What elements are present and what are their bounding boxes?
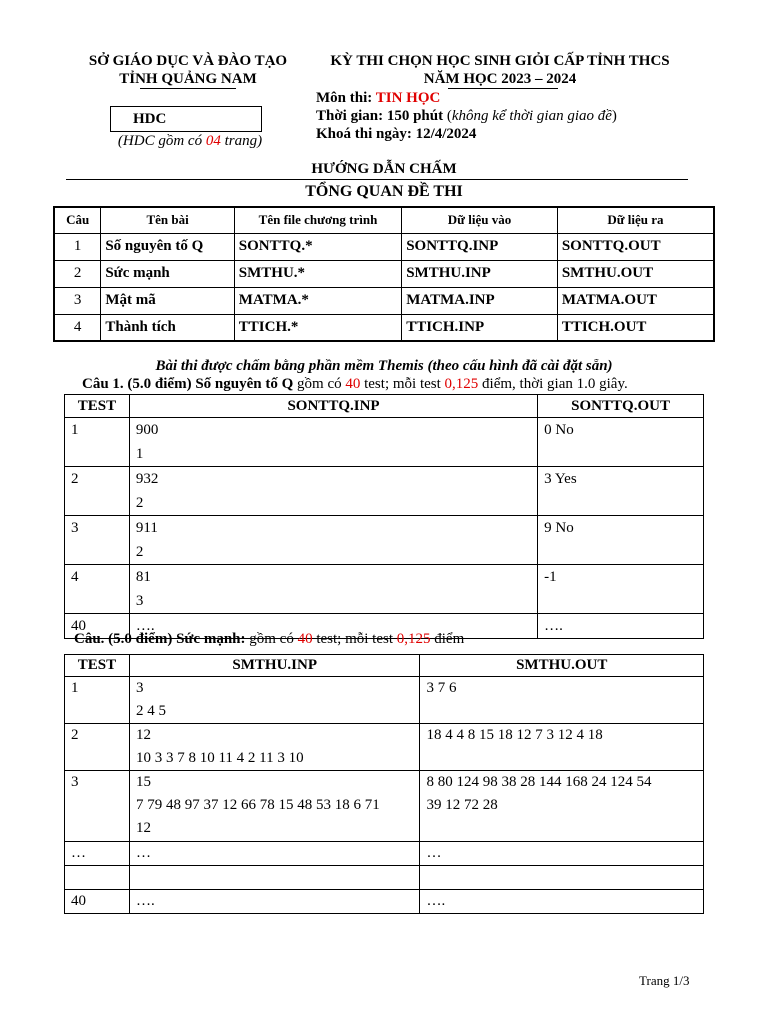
exam-name bbox=[300, 52, 700, 88]
table-row bbox=[65, 890, 704, 914]
output-line: 39 12 72 28 bbox=[426, 797, 498, 813]
exam-line-2: NĂM HỌC 2023 – 2024 bbox=[423, 71, 577, 87]
input-cell: …. bbox=[129, 614, 537, 639]
table-cell: Số nguyên tố Q bbox=[101, 233, 234, 260]
table-row bbox=[65, 467, 704, 516]
output-cell: 3 Yes bbox=[538, 467, 704, 516]
table-cell: SONTTQ.OUT bbox=[557, 233, 714, 260]
table-row bbox=[65, 724, 704, 771]
q2-test-count: 40 bbox=[297, 631, 313, 647]
table-row bbox=[54, 287, 714, 314]
q2-header-cell: SMTHU.OUT bbox=[420, 655, 704, 677]
overview-table bbox=[53, 206, 715, 342]
divider bbox=[66, 179, 688, 180]
table-cell: TTICH.* bbox=[234, 314, 401, 341]
input-line: 7 79 48 97 37 12 66 78 15 48 53 18 6 71 bbox=[135, 797, 380, 813]
output-cell bbox=[420, 866, 704, 890]
test-number: 2 bbox=[65, 467, 130, 516]
q1-points: 0,125 bbox=[444, 376, 479, 392]
input-line: 2 4 5 bbox=[135, 703, 166, 719]
test-number: 4 bbox=[65, 565, 130, 614]
q1-text-b: test; mỗi test bbox=[360, 376, 445, 392]
test-number: 1 bbox=[65, 677, 130, 724]
output-cell bbox=[420, 771, 704, 842]
input-line: 3 bbox=[135, 680, 144, 696]
input-line: 10 3 3 7 8 10 11 4 2 11 3 10 bbox=[135, 750, 304, 766]
input-line: 1 bbox=[135, 446, 144, 462]
input-line: 900 bbox=[135, 422, 159, 438]
department-line-2: TỈNH QUẢNG NAM bbox=[119, 71, 257, 87]
time-note-open: ( bbox=[443, 108, 452, 124]
hdc-note-num: 04 bbox=[205, 133, 221, 149]
q2-header-cell: TEST bbox=[65, 655, 130, 677]
date-line: Khoá thi ngày: 12/4/2024 bbox=[316, 126, 477, 142]
overview-header-cell: Tên file chương trình bbox=[234, 207, 401, 233]
test-number: 40 bbox=[65, 614, 130, 639]
input-cell bbox=[129, 467, 537, 516]
output-cell: 3 7 6 bbox=[420, 677, 704, 724]
input-cell bbox=[129, 516, 537, 565]
subject-label: Môn thi: bbox=[316, 90, 376, 106]
q1-header-cell: TEST bbox=[65, 395, 130, 418]
hdc-note-pre: (HDC gồm có bbox=[117, 133, 206, 149]
exam-line-1: KỲ THI CHỌN HỌC SINH GIỎI CẤP TỈNH THCS bbox=[330, 53, 670, 69]
q1-header-cell: SONTTQ.OUT bbox=[538, 395, 704, 418]
q1-header-row bbox=[65, 395, 704, 418]
output-cell: 0 No bbox=[538, 418, 704, 467]
q2-text-b: test; mỗi test bbox=[312, 631, 397, 647]
input-line: 15 bbox=[135, 774, 151, 790]
input-cell bbox=[129, 418, 537, 467]
question-1-title bbox=[82, 376, 628, 393]
q1-text-c: điểm, thời gian 1.0 giây. bbox=[478, 376, 628, 392]
output-cell: … bbox=[420, 842, 704, 866]
table-cell: Thành tích bbox=[101, 314, 234, 341]
output-cell: 9 No bbox=[538, 516, 704, 565]
table-cell: MATMA.INP bbox=[402, 287, 558, 314]
hdc-box bbox=[110, 106, 262, 132]
page-number: Trang 1/3 bbox=[639, 973, 690, 988]
table-row bbox=[54, 260, 714, 287]
table-cell: 4 bbox=[54, 314, 101, 341]
q2-header-cell: SMTHU.INP bbox=[129, 655, 420, 677]
themis-note: Bài thi được chấm bằng phần mềm Themis (theo cấu hình đã cài đặt sẵn) bbox=[155, 358, 613, 374]
input-cell bbox=[129, 565, 537, 614]
exam-info bbox=[316, 89, 617, 143]
q1-test-count: 40 bbox=[345, 376, 361, 392]
test-number: 3 bbox=[65, 516, 130, 565]
question-2-table bbox=[64, 654, 704, 914]
q2-text-c: điểm bbox=[430, 631, 465, 647]
input-cell bbox=[129, 724, 420, 771]
table-cell: MATMA.OUT bbox=[557, 287, 714, 314]
q1-text-a: gồm có bbox=[293, 376, 346, 392]
input-line: 12 bbox=[135, 820, 151, 836]
question-2-title bbox=[74, 631, 464, 648]
output-line: 8 80 124 98 38 28 144 168 24 124 54 bbox=[426, 774, 652, 790]
input-line: 12 bbox=[135, 727, 151, 743]
table-cell: 2 bbox=[54, 260, 101, 287]
input-cell bbox=[129, 771, 420, 842]
table-row bbox=[54, 314, 714, 341]
table-cell: TTICH.INP bbox=[402, 314, 558, 341]
overview-header-row bbox=[54, 207, 714, 233]
q2-text-a: gồm có bbox=[245, 631, 298, 647]
table-row bbox=[65, 842, 704, 866]
output-cell: …. bbox=[538, 614, 704, 639]
hdc-note bbox=[100, 133, 280, 150]
table-cell: Mật mã bbox=[101, 287, 234, 314]
output-cell: -1 bbox=[538, 565, 704, 614]
q2-points: 0,125 bbox=[396, 631, 431, 647]
time-note: không kể thời gian giao đề bbox=[451, 108, 612, 124]
department-name bbox=[78, 52, 298, 88]
table-cell: SONTTQ.INP bbox=[402, 233, 558, 260]
input-line: 3 bbox=[135, 593, 144, 609]
time-note-close: ) bbox=[611, 108, 617, 124]
table-cell: 3 bbox=[54, 287, 101, 314]
table-row bbox=[54, 233, 714, 260]
hdc-note-post: trang) bbox=[220, 133, 263, 149]
subject-value: TIN HỌC bbox=[375, 90, 441, 106]
overview-header-cell: Câu bbox=[54, 207, 101, 233]
table-cell: TTICH.OUT bbox=[557, 314, 714, 341]
input-line: 932 bbox=[135, 471, 159, 487]
input-cell: …. bbox=[129, 890, 420, 914]
table-row bbox=[65, 565, 704, 614]
table-cell: 1 bbox=[54, 233, 101, 260]
input-line: 81 bbox=[135, 569, 151, 585]
guide-title: HƯỚNG DẪN CHẤM bbox=[311, 161, 457, 177]
input-cell bbox=[129, 866, 420, 890]
table-cell: MATMA.* bbox=[234, 287, 401, 314]
table-row bbox=[65, 418, 704, 467]
output-cell: 18 4 4 8 15 18 12 7 3 12 4 18 bbox=[420, 724, 704, 771]
table-row bbox=[65, 866, 704, 890]
test-number bbox=[65, 866, 130, 890]
test-number: 1 bbox=[65, 418, 130, 467]
input-line: 2 bbox=[135, 495, 144, 511]
test-number: 40 bbox=[65, 890, 130, 914]
table-cell: Sức mạnh bbox=[101, 260, 234, 287]
input-cell: … bbox=[129, 842, 420, 866]
department-underline bbox=[140, 88, 236, 89]
table-cell: SMTHU.INP bbox=[402, 260, 558, 287]
overview-header-cell: Dữ liệu vào bbox=[402, 207, 558, 233]
q2-title-bold: Câu. (5.0 điểm) Sức mạnh: bbox=[74, 631, 246, 647]
test-number: 2 bbox=[65, 724, 130, 771]
table-row bbox=[65, 771, 704, 842]
table-row bbox=[65, 677, 704, 724]
department-line-1: SỞ GIÁO DỤC VÀ ĐÀO TẠO bbox=[88, 53, 288, 69]
q1-title-bold: Câu 1. (5.0 điểm) Số nguyên tố Q bbox=[82, 376, 294, 392]
time-line bbox=[316, 107, 617, 125]
input-line: 2 bbox=[135, 544, 144, 560]
table-row bbox=[65, 516, 704, 565]
test-number: 3 bbox=[65, 771, 130, 842]
subject-line bbox=[316, 89, 617, 107]
overview-header-cell: Tên bài bbox=[101, 207, 234, 233]
q1-header-cell: SONTTQ.INP bbox=[129, 395, 537, 418]
input-cell bbox=[129, 677, 420, 724]
test-number: … bbox=[65, 842, 130, 866]
overview-title: TỔNG QUAN ĐỀ THI bbox=[305, 183, 463, 200]
hdc-label: HDC bbox=[133, 111, 167, 127]
input-line: 911 bbox=[135, 520, 158, 536]
table-cell: SMTHU.* bbox=[234, 260, 401, 287]
table-cell: SONTTQ.* bbox=[234, 233, 401, 260]
overview-header-cell: Dữ liệu ra bbox=[557, 207, 714, 233]
question-1-table bbox=[64, 394, 704, 639]
q2-header-row bbox=[65, 655, 704, 677]
time-label: Thời gian: 150 phút bbox=[316, 108, 444, 124]
table-cell: SMTHU.OUT bbox=[557, 260, 714, 287]
output-cell: …. bbox=[420, 890, 704, 914]
